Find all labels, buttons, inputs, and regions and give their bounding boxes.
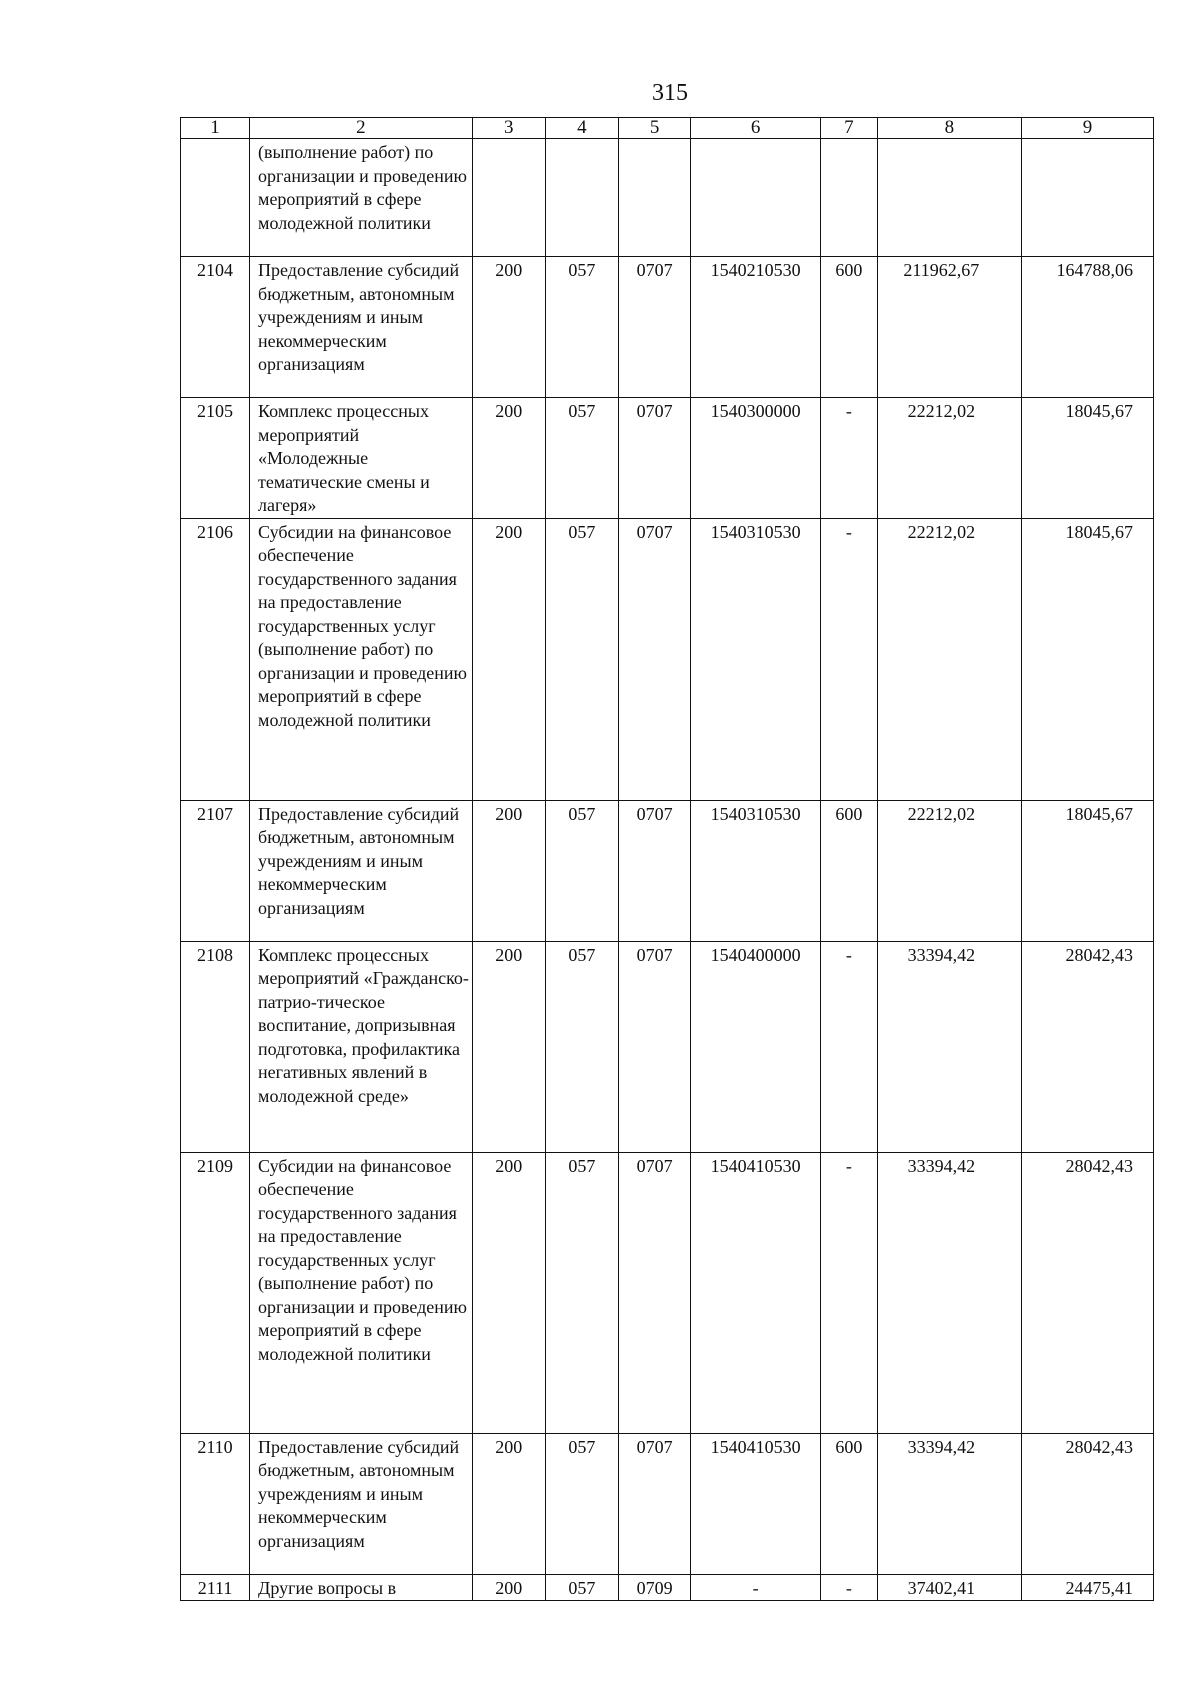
table-row [181, 800, 1154, 941]
cell-col3: 200 [472, 1574, 545, 1601]
cell-col8: 33394,42 [877, 1433, 1021, 1574]
cell-col8: 37402,41 [877, 1574, 1021, 1601]
cell-col9: 18045,67 [1022, 398, 1154, 519]
column-header: 1 [181, 118, 250, 139]
item-name: Комплекс процессных мероприятий «Молодежные тематические смены и лагеря» [250, 398, 473, 519]
budget-table [180, 117, 1154, 1601]
item-name: Другие вопросы в [250, 1574, 473, 1601]
column-header: 6 [691, 118, 821, 139]
table-row [181, 257, 1154, 398]
row-number: 2105 [181, 398, 250, 519]
cell-col9: 24475,41 [1022, 1574, 1154, 1601]
cell-col3: 200 [472, 398, 545, 519]
table-row [181, 941, 1154, 1152]
column-header: 5 [619, 118, 691, 139]
cell-col8: 211962,67 [877, 257, 1021, 398]
table-header-row [181, 118, 1154, 139]
cell-col4: 057 [545, 257, 618, 398]
cell-col9: 28042,43 [1022, 1433, 1154, 1574]
row-number: 2109 [181, 1152, 250, 1433]
cell-col5: 0707 [619, 257, 691, 398]
cell-col5: 0707 [619, 1433, 691, 1574]
cell-col3: 200 [472, 1433, 545, 1574]
item-name: Комплекс процессных мероприятий «Гражданско-патрио-тическое воспитание, допризывная подготовка, профилактика негативных явлений в молодежной среде» [250, 941, 473, 1152]
cell-col8: 33394,42 [877, 1152, 1021, 1433]
cell-col8 [877, 139, 1021, 257]
cell-col6: 1540210530 [691, 257, 821, 398]
cell-col6: 1540410530 [691, 1152, 821, 1433]
cell-col9: 28042,43 [1022, 1152, 1154, 1433]
table-row [181, 1433, 1154, 1574]
item-name: Субсидии на финансовое обеспечение государственного задания на предоставление государственных услуг (выполнение работ) по организации и проведению мероприятий в сфере молодежной политики [250, 518, 473, 800]
cell-col8: 22212,02 [877, 398, 1021, 519]
cell-col4: 057 [545, 800, 618, 941]
row-number: 2104 [181, 257, 250, 398]
cell-col6 [691, 139, 821, 257]
cell-col8: 22212,02 [877, 518, 1021, 800]
cell-col7: - [821, 398, 878, 519]
column-header: 3 [472, 118, 545, 139]
cell-col7: - [821, 518, 878, 800]
cell-col4: 057 [545, 1574, 618, 1601]
column-header: 8 [877, 118, 1021, 139]
cell-col5: 0707 [619, 518, 691, 800]
table-row [181, 518, 1154, 800]
row-number: 2111 [181, 1574, 250, 1601]
cell-col6: 1540400000 [691, 941, 821, 1152]
cell-col5: 0707 [619, 941, 691, 1152]
cell-col3: 200 [472, 941, 545, 1152]
page-number: 315 [652, 80, 688, 106]
cell-col7: - [821, 1152, 878, 1433]
cell-col4: 057 [545, 941, 618, 1152]
cell-col8: 22212,02 [877, 800, 1021, 941]
cell-col9: 164788,06 [1022, 257, 1154, 398]
cell-col7: 600 [821, 1433, 878, 1574]
cell-col6: 1540410530 [691, 1433, 821, 1574]
cell-col3: 200 [472, 1152, 545, 1433]
cell-col9 [1022, 139, 1154, 257]
cell-col9: 28042,43 [1022, 941, 1154, 1152]
cell-col6: - [691, 1574, 821, 1601]
cell-col4: 057 [545, 1152, 618, 1433]
cell-col3: 200 [472, 257, 545, 398]
cell-col4 [545, 139, 618, 257]
cell-col5: 0707 [619, 1152, 691, 1433]
cell-col4: 057 [545, 1433, 618, 1574]
item-name: Предоставление субсидий бюджетным, автономным учреждениям и иным некоммерческим организациям [250, 257, 473, 398]
cell-col3: 200 [472, 800, 545, 941]
row-number: 2106 [181, 518, 250, 800]
item-name: Субсидии на финансовое обеспечение государственного задания на предоставление государственных услуг (выполнение работ) по организации и проведению мероприятий в сфере молодежной политики [250, 1152, 473, 1433]
cell-col5: 0707 [619, 800, 691, 941]
row-number [181, 139, 250, 257]
cell-col4: 057 [545, 518, 618, 800]
table-row [181, 139, 1154, 257]
table-row [181, 398, 1154, 519]
item-name: Предоставление субсидий бюджетным, автономным учреждениям и иным некоммерческим организациям [250, 1433, 473, 1574]
row-number: 2110 [181, 1433, 250, 1574]
cell-col7: - [821, 941, 878, 1152]
column-header: 7 [821, 118, 878, 139]
row-number: 2108 [181, 941, 250, 1152]
cell-col7: 600 [821, 257, 878, 398]
column-header: 2 [250, 118, 473, 139]
cell-col4: 057 [545, 398, 618, 519]
item-name: (выполнение работ) по организации и проведению мероприятий в сфере молодежной политики [250, 139, 473, 257]
cell-col5 [619, 139, 691, 257]
cell-col6: 1540300000 [691, 398, 821, 519]
cell-col7 [821, 139, 878, 257]
cell-col9: 18045,67 [1022, 800, 1154, 941]
item-name: Предоставление субсидий бюджетным, автономным учреждениям и иным некоммерческим организациям [250, 800, 473, 941]
cell-col5: 0709 [619, 1574, 691, 1601]
table-row [181, 1152, 1154, 1433]
cell-col7: 600 [821, 800, 878, 941]
column-header: 4 [545, 118, 618, 139]
column-header: 9 [1022, 118, 1154, 139]
cell-col5: 0707 [619, 398, 691, 519]
table-row [181, 1574, 1154, 1601]
cell-col9: 18045,67 [1022, 518, 1154, 800]
cell-col3 [472, 139, 545, 257]
cell-col3: 200 [472, 518, 545, 800]
cell-col6: 1540310530 [691, 518, 821, 800]
cell-col6: 1540310530 [691, 800, 821, 941]
cell-col8: 33394,42 [877, 941, 1021, 1152]
cell-col7: - [821, 1574, 878, 1601]
row-number: 2107 [181, 800, 250, 941]
